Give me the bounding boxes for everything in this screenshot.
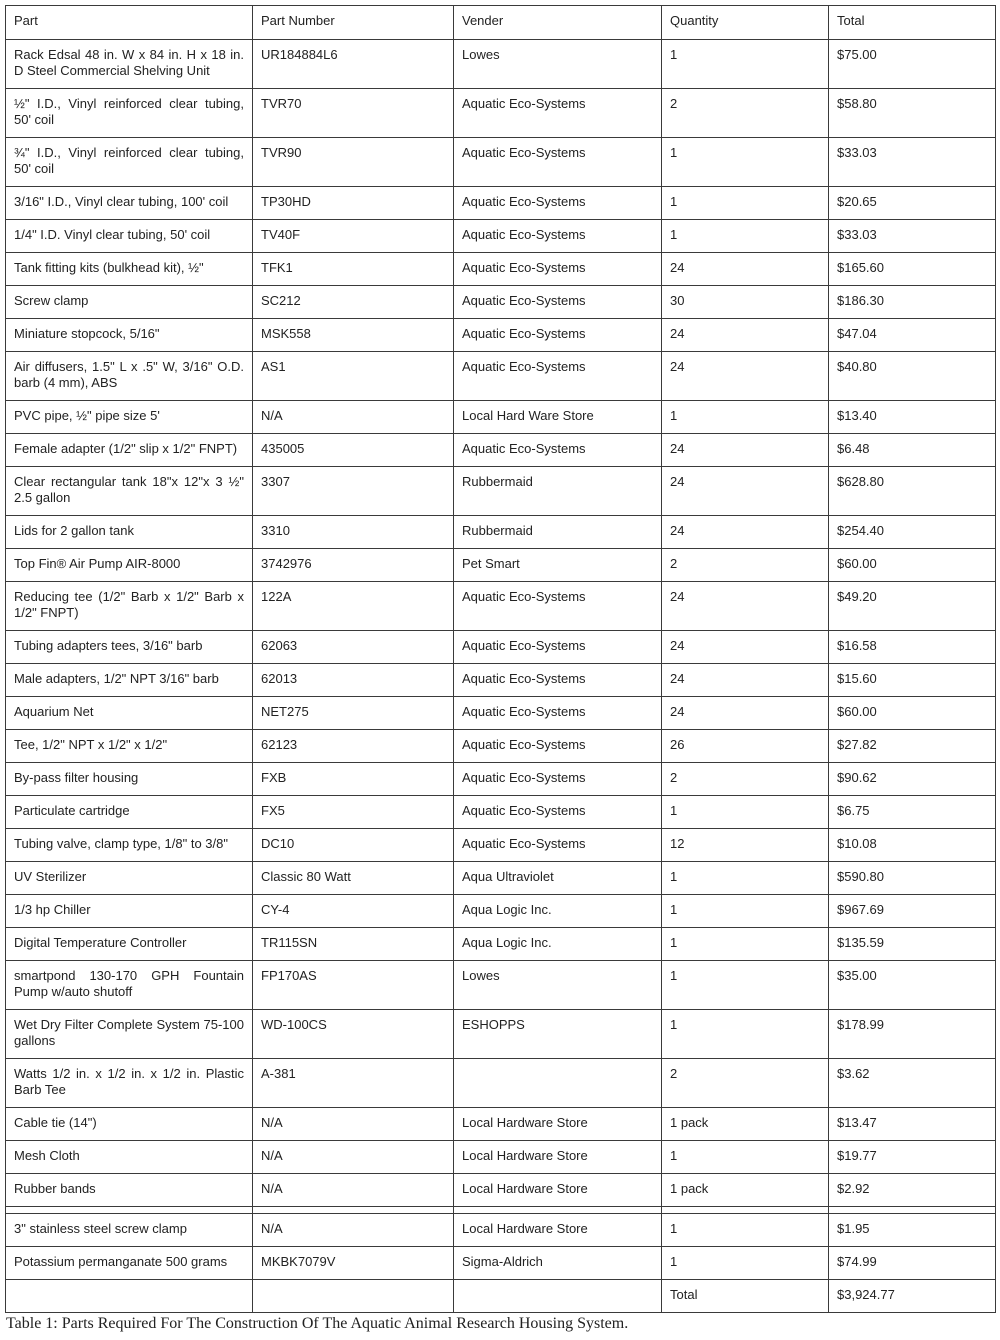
table-row xyxy=(6,697,996,730)
cell-part: Rubber bands xyxy=(6,1174,253,1207)
cell-part-number: MSK558 xyxy=(253,319,454,352)
cell-part: Wet Dry Filter Complete System 75-100 gallons xyxy=(6,1010,253,1059)
cell-vender: Aqua Logic Inc. xyxy=(454,895,662,928)
cell-part-number: 3310 xyxy=(253,516,454,549)
cell-quantity: 26 xyxy=(662,730,829,763)
cell-part: Miniature stopcock, 5/16" xyxy=(6,319,253,352)
table-row xyxy=(6,796,996,829)
table-row xyxy=(6,928,996,961)
cell-vender: Aquatic Eco-Systems xyxy=(454,319,662,352)
cell-part-number: TP30HD xyxy=(253,187,454,220)
cell-part-number: UR184884L6 xyxy=(253,40,454,89)
cell-part: Watts 1/2 in. x 1/2 in. x 1/2 in. Plastic Barb Tee xyxy=(6,1059,253,1108)
cell-total: $40.80 xyxy=(829,352,996,401)
cell-vender: Aquatic Eco-Systems xyxy=(454,697,662,730)
spacer-cell xyxy=(6,1207,253,1214)
cell-vender: Aquatic Eco-Systems xyxy=(454,434,662,467)
cell-quantity: 1 xyxy=(662,187,829,220)
cell-part: PVC pipe, ½" pipe size 5' xyxy=(6,401,253,434)
cell-part-number: 3742976 xyxy=(253,549,454,582)
cell-part: UV Sterilizer xyxy=(6,862,253,895)
cell-vender: Aquatic Eco-Systems xyxy=(454,582,662,631)
cell-vender: ESHOPPS xyxy=(454,1010,662,1059)
cell-total: $165.60 xyxy=(829,253,996,286)
cell-quantity: 2 xyxy=(662,89,829,138)
cell-part: Digital Temperature Controller xyxy=(6,928,253,961)
cell-part-number: FXB xyxy=(253,763,454,796)
cell-total: $19.77 xyxy=(829,1141,996,1174)
cell-quantity: 12 xyxy=(662,829,829,862)
cell-part: Cable tie (14") xyxy=(6,1108,253,1141)
cell-part: ¾" I.D., Vinyl reinforced clear tubing, 50' coil xyxy=(6,138,253,187)
cell-part-number: FX5 xyxy=(253,796,454,829)
cell-part: Aquarium Net xyxy=(6,697,253,730)
cell-part-number: 62013 xyxy=(253,664,454,697)
cell-total: $27.82 xyxy=(829,730,996,763)
cell-part-number: DC10 xyxy=(253,829,454,862)
cell-vender: Aquatic Eco-Systems xyxy=(454,631,662,664)
cell-total: $58.80 xyxy=(829,89,996,138)
cell-vender: Aquatic Eco-Systems xyxy=(454,730,662,763)
cell-total: $60.00 xyxy=(829,549,996,582)
header-part-number: Part Number xyxy=(253,6,454,40)
cell-total: $2.92 xyxy=(829,1174,996,1207)
header-part: Part xyxy=(6,6,253,40)
cell-total: $74.99 xyxy=(829,1247,996,1280)
cell-part-number: 3307 xyxy=(253,467,454,516)
empty-cell xyxy=(454,1280,662,1313)
cell-vender: Aquatic Eco-Systems xyxy=(454,220,662,253)
header-total: Total xyxy=(829,6,996,40)
cell-total: $628.80 xyxy=(829,467,996,516)
spacer-cell xyxy=(454,1207,662,1214)
cell-quantity: 1 xyxy=(662,1247,829,1280)
cell-total: $967.69 xyxy=(829,895,996,928)
table-row xyxy=(6,829,996,862)
cell-quantity: 24 xyxy=(662,582,829,631)
cell-part: Tank fitting kits (bulkhead kit), ½" xyxy=(6,253,253,286)
cell-vender xyxy=(454,1059,662,1108)
cell-total: $16.58 xyxy=(829,631,996,664)
cell-vender: Aquatic Eco-Systems xyxy=(454,796,662,829)
table-row xyxy=(6,401,996,434)
cell-part-number: 62123 xyxy=(253,730,454,763)
cell-total: $90.62 xyxy=(829,763,996,796)
cell-vender: Rubbermaid xyxy=(454,467,662,516)
table-row xyxy=(6,549,996,582)
cell-total: $35.00 xyxy=(829,961,996,1010)
empty-cell xyxy=(253,1280,454,1313)
grand-total: $3,924.77 xyxy=(829,1280,996,1313)
cell-quantity: 24 xyxy=(662,319,829,352)
table-row xyxy=(6,582,996,631)
cell-quantity: 1 xyxy=(662,961,829,1010)
cell-quantity: 1 pack xyxy=(662,1174,829,1207)
cell-part: ½" I.D., Vinyl reinforced clear tubing, 50' coil xyxy=(6,89,253,138)
cell-quantity: 1 pack xyxy=(662,1108,829,1141)
cell-part-number: CY-4 xyxy=(253,895,454,928)
cell-part: Rack Edsal 48 in. W x 84 in. H x 18 in. D Steel Commercial Shelving Unit xyxy=(6,40,253,89)
cell-part: Potassium permanganate 500 grams xyxy=(6,1247,253,1280)
cell-vender: Local Hardware Store xyxy=(454,1174,662,1207)
cell-total: $3.62 xyxy=(829,1059,996,1108)
header-quantity: Quantity xyxy=(662,6,829,40)
cell-quantity: 2 xyxy=(662,763,829,796)
table-row xyxy=(6,40,996,89)
cell-total: $15.60 xyxy=(829,664,996,697)
table-row xyxy=(6,961,996,1010)
cell-vender: Local Hardware Store xyxy=(454,1214,662,1247)
cell-total: $254.40 xyxy=(829,516,996,549)
cell-vender: Lowes xyxy=(454,40,662,89)
cell-part-number: N/A xyxy=(253,1174,454,1207)
cell-vender: Aqua Ultraviolet xyxy=(454,862,662,895)
table-row xyxy=(6,730,996,763)
table-row xyxy=(6,319,996,352)
cell-part-number: 435005 xyxy=(253,434,454,467)
cell-part-number: N/A xyxy=(253,401,454,434)
cell-part-number: 122A xyxy=(253,582,454,631)
cell-quantity: 1 xyxy=(662,220,829,253)
cell-part: 3" stainless steel screw clamp xyxy=(6,1214,253,1247)
cell-vender: Aquatic Eco-Systems xyxy=(454,187,662,220)
cell-part: Air diffusers, 1.5" L x .5" W, 3/16" O.D. barb (4 mm), ABS xyxy=(6,352,253,401)
cell-total: $13.40 xyxy=(829,401,996,434)
table-row xyxy=(6,1010,996,1059)
table-row xyxy=(6,1059,996,1108)
cell-vender: Aquatic Eco-Systems xyxy=(454,286,662,319)
cell-part-number: TR115SN xyxy=(253,928,454,961)
table-row xyxy=(6,434,996,467)
cell-part-number: MKBK7079V xyxy=(253,1247,454,1280)
cell-total: $49.20 xyxy=(829,582,996,631)
table-body xyxy=(6,40,996,1313)
cell-vender: Aquatic Eco-Systems xyxy=(454,352,662,401)
table-row xyxy=(6,138,996,187)
table-row xyxy=(6,187,996,220)
table-row xyxy=(6,220,996,253)
total-row xyxy=(6,1280,996,1313)
cell-part-number: N/A xyxy=(253,1108,454,1141)
table-row xyxy=(6,1141,996,1174)
cell-vender: Aquatic Eco-Systems xyxy=(454,664,662,697)
cell-quantity: 1 xyxy=(662,1141,829,1174)
cell-part-number: 62063 xyxy=(253,631,454,664)
cell-quantity: 24 xyxy=(662,516,829,549)
cell-total: $6.75 xyxy=(829,796,996,829)
cell-total: $10.08 xyxy=(829,829,996,862)
cell-quantity: 1 xyxy=(662,401,829,434)
cell-vender: Lowes xyxy=(454,961,662,1010)
cell-part: Mesh Cloth xyxy=(6,1141,253,1174)
cell-quantity: 24 xyxy=(662,631,829,664)
cell-quantity: 24 xyxy=(662,664,829,697)
cell-total: $135.59 xyxy=(829,928,996,961)
cell-quantity: 1 xyxy=(662,928,829,961)
cell-part: 3/16" I.D., Vinyl clear tubing, 100' coil xyxy=(6,187,253,220)
cell-part-number: N/A xyxy=(253,1214,454,1247)
cell-vender: Aquatic Eco-Systems xyxy=(454,89,662,138)
cell-total: $590.80 xyxy=(829,862,996,895)
cell-quantity: 24 xyxy=(662,253,829,286)
cell-part-number: WD-100CS xyxy=(253,1010,454,1059)
cell-part: Reducing tee (1/2" Barb x 1/2" Barb x 1/2" FNPT) xyxy=(6,582,253,631)
cell-part: Tubing valve, clamp type, 1/8" to 3/8" xyxy=(6,829,253,862)
cell-vender: Aqua Logic Inc. xyxy=(454,928,662,961)
cell-part-number: Classic 80 Watt xyxy=(253,862,454,895)
cell-vender: Sigma-Aldrich xyxy=(454,1247,662,1280)
total-label: Total xyxy=(662,1280,829,1313)
cell-vender: Aquatic Eco-Systems xyxy=(454,253,662,286)
table-row xyxy=(6,631,996,664)
table-row xyxy=(6,1174,996,1207)
cell-part: By-pass filter housing xyxy=(6,763,253,796)
table-row xyxy=(6,467,996,516)
cell-total: $75.00 xyxy=(829,40,996,89)
cell-vender: Pet Smart xyxy=(454,549,662,582)
table-row xyxy=(6,516,996,549)
cell-part-number: TV40F xyxy=(253,220,454,253)
cell-part: Clear rectangular tank 18"x 12"x 3 ½" 2.5 gallon xyxy=(6,467,253,516)
cell-quantity: 1 xyxy=(662,796,829,829)
table-row xyxy=(6,89,996,138)
parts-table xyxy=(5,5,996,1313)
cell-total: $60.00 xyxy=(829,697,996,730)
cell-part-number: TVR90 xyxy=(253,138,454,187)
cell-total: $47.04 xyxy=(829,319,996,352)
table-row xyxy=(6,862,996,895)
cell-part: Top Fin® Air Pump AIR-8000 xyxy=(6,549,253,582)
table-row xyxy=(6,763,996,796)
cell-vender: Local Hardware Store xyxy=(454,1141,662,1174)
cell-part-number: A-381 xyxy=(253,1059,454,1108)
cell-vender: Aquatic Eco-Systems xyxy=(454,138,662,187)
table-row xyxy=(6,352,996,401)
cell-part: smartpond 130-170 GPH Fountain Pump w/auto shutoff xyxy=(6,961,253,1010)
cell-quantity: 1 xyxy=(662,1214,829,1247)
cell-part-number: AS1 xyxy=(253,352,454,401)
cell-part-number: TVR70 xyxy=(253,89,454,138)
cell-part: 1/3 hp Chiller xyxy=(6,895,253,928)
cell-part: Lids for 2 gallon tank xyxy=(6,516,253,549)
cell-total: $13.47 xyxy=(829,1108,996,1141)
cell-quantity: 24 xyxy=(662,467,829,516)
cell-quantity: 2 xyxy=(662,1059,829,1108)
header-row xyxy=(6,6,996,40)
cell-total: $33.03 xyxy=(829,220,996,253)
cell-part-number: FP170AS xyxy=(253,961,454,1010)
cell-part: 1/4" I.D. Vinyl clear tubing, 50' coil xyxy=(6,220,253,253)
cell-vender: Rubbermaid xyxy=(454,516,662,549)
table-row xyxy=(6,286,996,319)
empty-cell xyxy=(6,1280,253,1313)
cell-part-number: NET275 xyxy=(253,697,454,730)
cell-vender: Aquatic Eco-Systems xyxy=(454,829,662,862)
cell-quantity: 1 xyxy=(662,40,829,89)
spacer-cell xyxy=(829,1207,996,1214)
cell-quantity: 24 xyxy=(662,434,829,467)
table-caption: Table 1: Parts Required For The Construction Of The Aquatic Animal Research Housing System. xyxy=(6,1315,629,1332)
cell-vender: Aquatic Eco-Systems xyxy=(454,763,662,796)
table-row xyxy=(6,895,996,928)
cell-part: Tubing adapters tees, 3/16" barb xyxy=(6,631,253,664)
cell-quantity: 24 xyxy=(662,352,829,401)
cell-quantity: 1 xyxy=(662,895,829,928)
cell-total: $178.99 xyxy=(829,1010,996,1059)
cell-part-number: N/A xyxy=(253,1141,454,1174)
cell-total: $6.48 xyxy=(829,434,996,467)
cell-quantity: 30 xyxy=(662,286,829,319)
header-vender: Vender xyxy=(454,6,662,40)
table-row xyxy=(6,664,996,697)
cell-part: Screw clamp xyxy=(6,286,253,319)
spacer-cell xyxy=(662,1207,829,1214)
cell-total: $186.30 xyxy=(829,286,996,319)
cell-quantity: 1 xyxy=(662,862,829,895)
spacer-cell xyxy=(253,1207,454,1214)
cell-part: Tee, 1/2" NPT x 1/2" x 1/2" xyxy=(6,730,253,763)
cell-total: $33.03 xyxy=(829,138,996,187)
cell-part-number: TFK1 xyxy=(253,253,454,286)
cell-part-number: SC212 xyxy=(253,286,454,319)
cell-quantity: 2 xyxy=(662,549,829,582)
cell-part: Male adapters, 1/2" NPT 3/16" barb xyxy=(6,664,253,697)
table-row xyxy=(6,1108,996,1141)
cell-total: $1.95 xyxy=(829,1214,996,1247)
cell-total: $20.65 xyxy=(829,187,996,220)
table-row xyxy=(6,1247,996,1280)
spacer-row xyxy=(6,1207,996,1214)
table-row xyxy=(6,253,996,286)
cell-part: Particulate cartridge xyxy=(6,796,253,829)
cell-vender: Local Hard Ware Store xyxy=(454,401,662,434)
cell-quantity: 1 xyxy=(662,1010,829,1059)
table-row xyxy=(6,1214,996,1247)
cell-part: Female adapter (1/2" slip x 1/2" FNPT) xyxy=(6,434,253,467)
cell-quantity: 24 xyxy=(662,697,829,730)
cell-quantity: 1 xyxy=(662,138,829,187)
cell-vender: Local Hardware Store xyxy=(454,1108,662,1141)
